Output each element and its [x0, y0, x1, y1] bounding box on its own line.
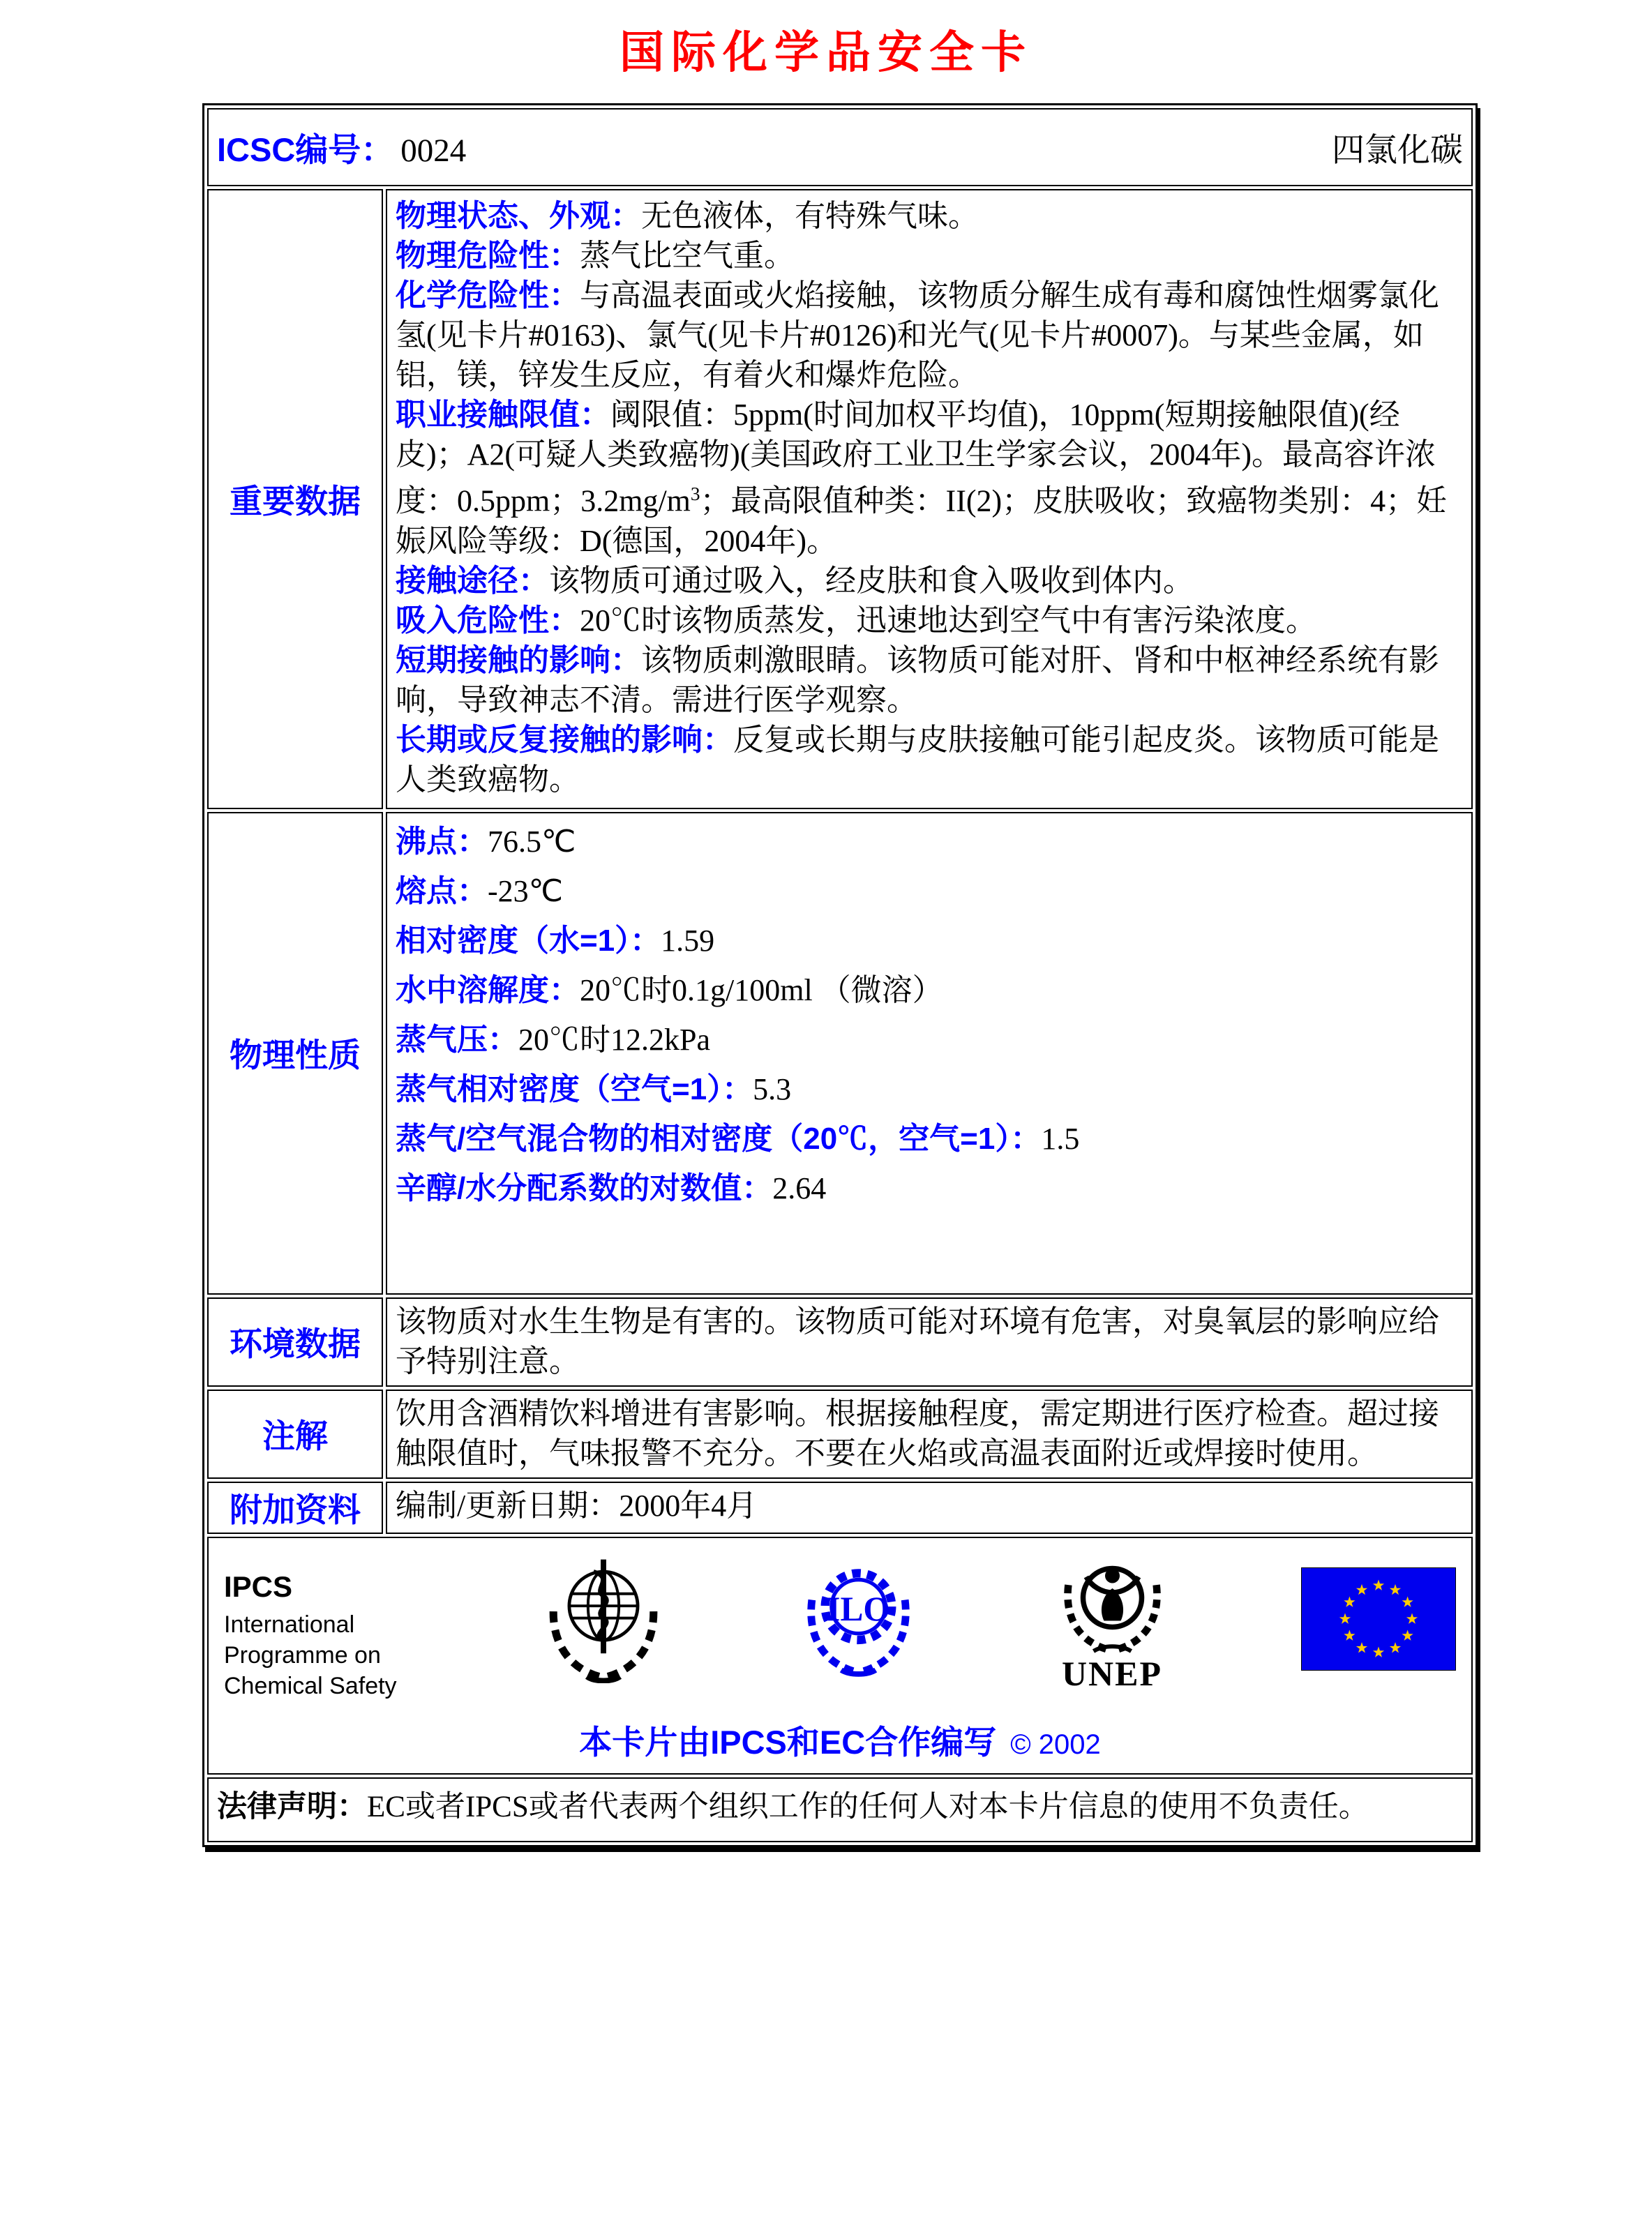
important-data-row — [207, 189, 1473, 809]
logos-row — [207, 1537, 1473, 1775]
section-label-environment: 环境数据 — [230, 1325, 361, 1363]
content-paragraph — [396, 720, 1463, 799]
logos-cell — [207, 1537, 1473, 1775]
content-paragraph — [396, 236, 1463, 276]
content-paragraph — [396, 1020, 1463, 1060]
field-text: 1.59 — [661, 923, 715, 958]
unep-logo-icon — [1048, 1551, 1177, 1659]
caption-copyright: © 2002 — [1010, 1729, 1101, 1760]
field-label: 辛醇/水分配系数的对数值： — [396, 1171, 773, 1205]
field-label: 短期接触的影响： — [396, 642, 641, 677]
section-label-cell-environment — [207, 1297, 383, 1387]
legal-row — [207, 1777, 1473, 1842]
field-text: ；最高限值种类：II(2)；皮肤吸收；致癌物类别：4；妊娠风险等级：D(德国，2004年)。 — [396, 483, 1448, 558]
section-label-cell-notes — [207, 1390, 383, 1479]
caption-text: 本卡片由IPCS和EC合作编写 — [579, 1723, 997, 1761]
section-content-notes — [386, 1390, 1473, 1479]
environment-text: 该物质对水生生物是有害的。该物质可能对环境有危害，对臭氧层的影响应给予特别注意。 — [396, 1304, 1439, 1378]
eu-flag-icon — [1301, 1567, 1456, 1674]
header-row — [207, 108, 1473, 186]
section-label-physical: 物理性质 — [230, 1037, 361, 1074]
field-text: 2.64 — [772, 1171, 827, 1205]
content-paragraph — [396, 395, 1463, 561]
cooperation-caption — [218, 1717, 1462, 1763]
section-label-notes: 注解 — [262, 1417, 328, 1455]
page-title: 国际化学品安全卡 — [620, 27, 1032, 77]
field-label: 熔点： — [396, 873, 488, 908]
superscript-text: 3 — [690, 483, 700, 504]
field-text: 1.5 — [1041, 1121, 1080, 1156]
field-label: 物理状态、外观： — [396, 199, 641, 233]
content-paragraph — [396, 921, 1463, 961]
field-text: 20℃时该物质蒸发，迅速地达到空气中有害污染浓度。 — [580, 603, 1316, 638]
section-label-important: 重要数据 — [230, 482, 361, 520]
content-paragraph — [396, 1168, 1463, 1208]
field-text: 20℃时12.2kPa — [518, 1022, 710, 1057]
ilo-logo-icon — [794, 1551, 923, 1683]
field-text: 无色液体，有特殊气味。 — [641, 199, 979, 233]
legal-cell — [207, 1777, 1473, 1842]
field-label: 蒸气/空气混合物的相对密度（20℃，空气=1）： — [396, 1121, 1042, 1156]
field-label: 沸点： — [396, 824, 488, 859]
icsc-number-value: 0024 — [400, 132, 467, 169]
section-label-additional: 附加资料 — [230, 1491, 361, 1528]
field-text: 与高温表面或火焰接触，该物质分解生成有毒和腐蚀性烟雾氯化氢(见卡片#0163)、氯气(见卡片#0126)和光气(见卡片#0007)。与某些金属，如铝，镁，锌发生反应，有着火和爆炸危险。 — [396, 278, 1439, 392]
section-label-cell-additional — [207, 1482, 383, 1534]
legal-text: EC或者IPCS或者代表两个组织工作的任何人对本卡片信息的使用不负责任。 — [367, 1790, 1369, 1823]
content-paragraph — [396, 196, 1463, 236]
content-paragraph — [396, 601, 1463, 640]
ipcs-block — [224, 1551, 412, 1701]
content-paragraph — [396, 871, 1463, 911]
icsc-number-group — [217, 124, 466, 171]
field-label: 物理危险性： — [396, 239, 580, 273]
field-label: 职业接触限值： — [396, 398, 610, 432]
field-text: 20℃时0.1g/100ml （微溶） — [580, 972, 943, 1007]
field-text: 5.3 — [753, 1071, 792, 1106]
content-paragraph — [396, 822, 1463, 861]
field-text: 该物质刺激眼睛。该物质可能对肝、肾和中枢神经系统有影响，导致神志不清。需进行医学观察。 — [396, 642, 1439, 717]
ipcs-title: IPCS — [224, 1570, 293, 1603]
unep-label: UNEP — [1061, 1653, 1163, 1693]
section-content-important — [386, 189, 1473, 809]
field-label: 水中溶解度： — [396, 972, 580, 1007]
section-label-cell-important — [207, 189, 383, 809]
field-text: 蒸气比空气重。 — [580, 239, 795, 273]
content-paragraph — [396, 276, 1463, 395]
notes-row — [207, 1390, 1473, 1479]
field-label: 接触途径： — [396, 563, 549, 598]
ilo-logo-text: ILO — [827, 1589, 890, 1628]
legal-label: 法律声明： — [217, 1789, 367, 1823]
page — [0, 17, 1652, 2228]
section-label-cell-physical — [207, 812, 383, 1295]
content-paragraph — [396, 561, 1463, 601]
content-paragraph — [396, 640, 1463, 720]
safety-card-table — [202, 103, 1478, 1847]
content-paragraph — [396, 1119, 1463, 1159]
field-label: 化学危险性： — [396, 278, 580, 313]
field-text: 该物质可通过吸入，经皮肤和食入吸收到体内。 — [549, 563, 1194, 598]
section-content-environment — [386, 1297, 1473, 1387]
section-content-additional — [386, 1482, 1473, 1534]
who-logo-icon — [537, 1551, 670, 1687]
additional-info-row — [207, 1482, 1473, 1534]
content-paragraph — [396, 1069, 1463, 1109]
additional-text: 编制/更新日期：2000年4月 — [396, 1488, 758, 1523]
field-label: 蒸气相对密度（空气=1）： — [396, 1071, 753, 1106]
field-text: 反复或长期与皮肤接触可能引起皮炎。该物质可能是人类致癌物。 — [396, 722, 1439, 797]
ipcs-subtitle: International Programme on Chemical Safety — [224, 1611, 397, 1699]
field-label: 蒸气压： — [396, 1022, 518, 1057]
chemical-name: 四氯化碳 — [1332, 132, 1463, 169]
field-text: -23℃ — [488, 873, 564, 908]
field-text: 阈限值：5ppm(时间加权平均值)，10ppm(短期接触限值)(经皮)；A2(可疑人类致癌物)(美国政府工业卫生学家会议，2004年)。最高容许浓度：0.5ppm；3.2mg/m — [396, 398, 1436, 518]
unep-block — [1048, 1551, 1177, 1694]
environment-data-row — [207, 1297, 1473, 1387]
field-label: 相对密度（水=1）： — [396, 923, 661, 958]
field-label: 长期或反复接触的影响： — [396, 722, 733, 757]
field-label: 吸入危险性： — [396, 603, 580, 638]
notes-text: 饮用含酒精饮料增进有害影响。根据接触程度，需定期进行医疗检查。超过接触限值时，气味报警不充分。不要在火焰或高温表面附近或焊接时使用。 — [396, 1396, 1439, 1470]
header-cell — [207, 108, 1473, 186]
section-content-physical — [386, 812, 1473, 1295]
physical-properties-row — [207, 812, 1473, 1295]
icsc-number-label: ICSC编号： — [217, 130, 394, 168]
field-text: 76.5℃ — [488, 824, 576, 859]
content-paragraph — [396, 970, 1463, 1010]
